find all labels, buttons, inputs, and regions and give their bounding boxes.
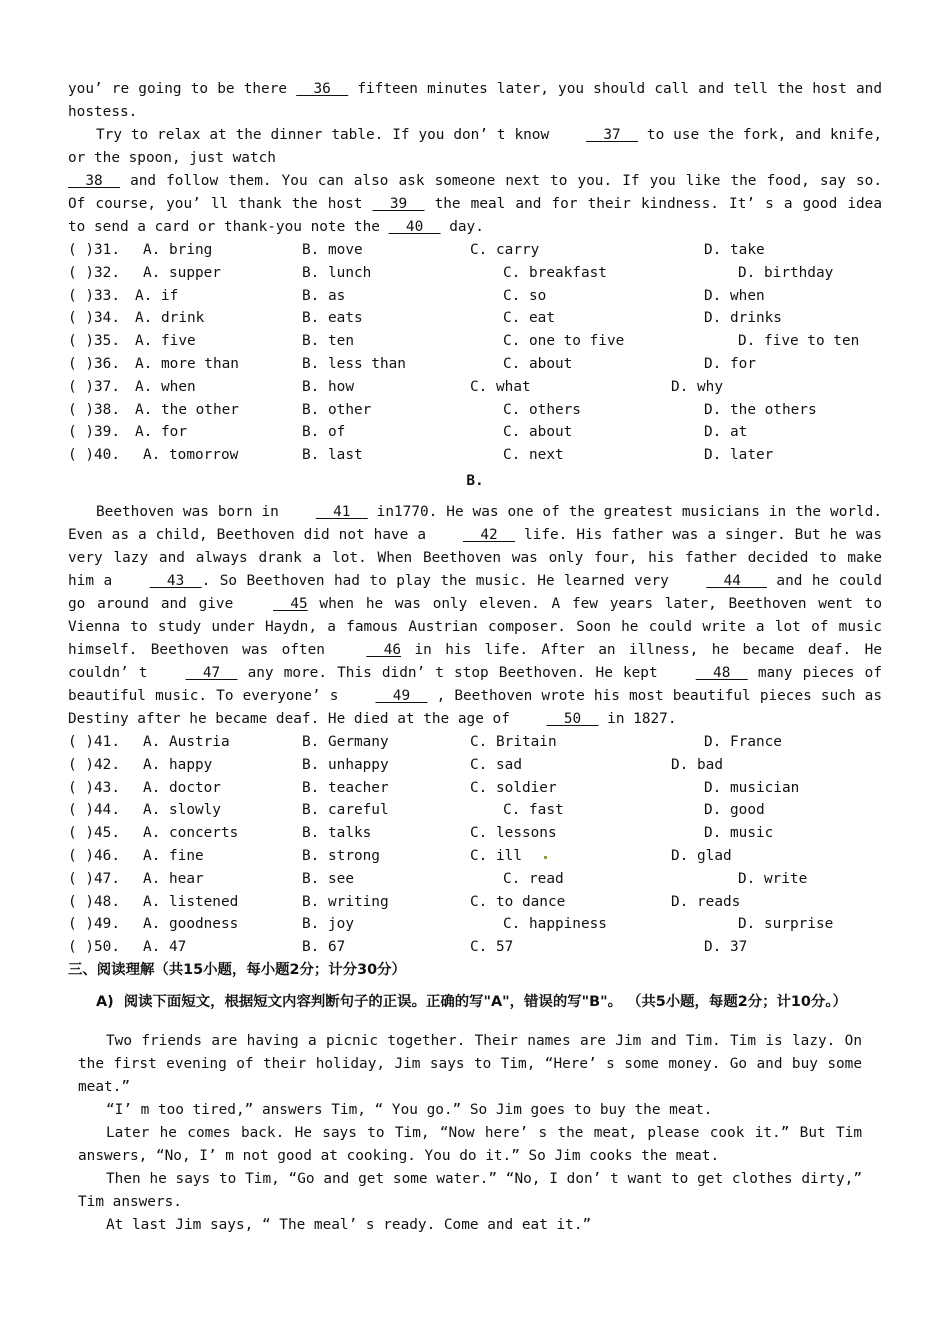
blank-45: 45	[273, 595, 308, 612]
question-48: ( )48. A. listened B. writing C. to dance D. reads	[68, 893, 741, 910]
question-33: ( )33. A. if B. as C. so D. when	[68, 287, 765, 304]
instruction-text: 阅读下面短文，根据短文内容判断句子的正误。正确的写"A"，错误的写"B"。 （共5小题，每题2分；计10分。）	[123, 993, 847, 1010]
blank-48: 48	[695, 664, 748, 681]
passage-c-paragraph-2: “I’ m too tired,” answers Tim, “ You go.” So Jim goes to buy the meat.	[106, 1101, 713, 1118]
question-37: ( )37. A. when B. how C. what D. why	[68, 378, 723, 395]
blank-41: 41	[315, 503, 368, 520]
blank-40: 40	[388, 219, 441, 235]
blank-46: 46	[366, 641, 402, 658]
exam-page	[68, 78, 882, 1237]
instruction-label: A)	[96, 993, 114, 1010]
section-3-instruction	[96, 982, 882, 1022]
question-36: ( )36. A. more than B. less than C. about D. for	[68, 355, 756, 372]
question-list-31-40	[68, 239, 882, 467]
question-list-41-50	[68, 731, 882, 959]
question-34: ( )34. A. drink B. eats C. eat D. drinks	[68, 310, 782, 327]
question-45: ( )45. A. concerts B. talks C. lessons D. music	[68, 825, 774, 842]
passage-a-line-1: you’ re going to be there 36 fifteen minutes later, you should call and tell the host and hostess.	[68, 78, 882, 124]
section-b-title: B.	[466, 472, 484, 489]
question-35: ( )35. A. five B. ten C. one to five D. five to ten	[68, 333, 860, 350]
passage-c-paragraph-1: Two friends are having a picnic together. Their names are Jim and Tim. Tim is lazy. On the first evening of their holiday, Jim says to Tim, “Here’ s some money. Go and buy some meat.”	[78, 1032, 862, 1095]
question-42: ( )42. A. happy B. unhappy C. sad D. bad	[68, 756, 723, 773]
question-44: ( )44. A. slowly B. careful C. fast D. good	[68, 802, 765, 819]
question-49: ( )49. A. goodness B. joy C. happiness D. surprise	[68, 916, 834, 933]
blank-44: 44	[706, 572, 767, 589]
question-38: ( )38. A. the other B. other C. others D. the others	[68, 401, 817, 418]
blank-36: 36	[296, 81, 349, 97]
question-41: ( )41. A. Austria B. Germany C. Britain D. France	[68, 733, 782, 750]
passage-c-paragraph-5: At last Jim says, “ The meal’ s ready. Come and eat it.”	[106, 1216, 592, 1233]
passage-c	[68, 1022, 882, 1237]
passage-c-paragraph-4: Then he says to Tim, “Go and get some water.” “No, I don’ t want to get clothes dirty,” Tim answers.	[78, 1170, 862, 1210]
question-31: ( )31. A. bring B. move C. carry D. take	[68, 242, 765, 258]
blank-47: 47	[185, 664, 238, 681]
question-50: ( )50. A. 47 B. 67 C. 57 D. 37	[68, 939, 748, 956]
blank-37: 37	[586, 127, 638, 143]
passage-c-paragraph-3: Later he comes back. He says to Tim, “Now here’ s the meat, please cook it.” But Tim answers, “No, I’ m not good at cooking. You do it.” So Jim cooks the meat.	[78, 1124, 862, 1164]
question-40: ( )40. A. tomorrow B. last C. next D. later	[68, 447, 774, 464]
section-3-heading: 三、阅读理解（共15小题，每小题2分；计分30分）	[68, 961, 406, 978]
question-46: ( )46. A. fine B. strong C. ill D. glad	[68, 847, 732, 864]
question-32: ( )32. A. supper B. lunch C. breakfast D. birthday	[68, 264, 834, 281]
question-39: ( )39. A. for B. of C. about D. at	[68, 424, 748, 441]
blank-42: 42	[463, 526, 515, 543]
blank-50: 50	[546, 710, 599, 727]
blank-43: 43	[149, 572, 202, 589]
passage-a-continued	[68, 78, 882, 239]
blank-39: 39	[372, 196, 425, 212]
passage-a-line-3: 38 and follow them. You can also ask someone next to you. If you like the food, say so. Of course, you’ ll thank the host 39 the meal and for their kindness. It’ s a good idea to send a card or thank-you note the 40 day.	[68, 170, 882, 239]
stray-dot	[544, 856, 547, 859]
question-47: ( )47. A. hear B. see C. read D. write	[68, 870, 808, 887]
passage-b: Beethoven was born in 41 in1770. He was one of the greatest musicians in the world. Even as a child, Beethoven did not have a 42 life. His father was a singer. But he was very lazy and always drank a lot. When Beethoven was only four, his father decided to make him a 43 . So Beethoven had to play the music. He learned very 44 and he could go around and give 45 when he was only eleven. A few years later, Beethoven went to Vienna to study under Haydn, a famous Austrian composer. Soon he could write a lot of music himself. Beethoven was often 46 in his life. After an illness, he became deaf. He couldn’ t 47 any more. This didn’ t stop Beethoven. He kept 48 many pieces of beautiful music. To everyone’ s 49 , Beethoven wrote his most beautiful pieces such as Destiny after he became deaf. He died at the age of 50 in 1827.	[68, 501, 882, 731]
blank-49: 49	[375, 687, 428, 704]
question-43: ( )43. A. doctor B. teacher C. soldier D. musician	[68, 779, 800, 796]
passage-a-line-2: Try to relax at the dinner table. If you don’ t know 37 to use the fork, and knife, or the spoon, just watch	[68, 124, 882, 170]
blank-38: 38	[68, 173, 120, 189]
